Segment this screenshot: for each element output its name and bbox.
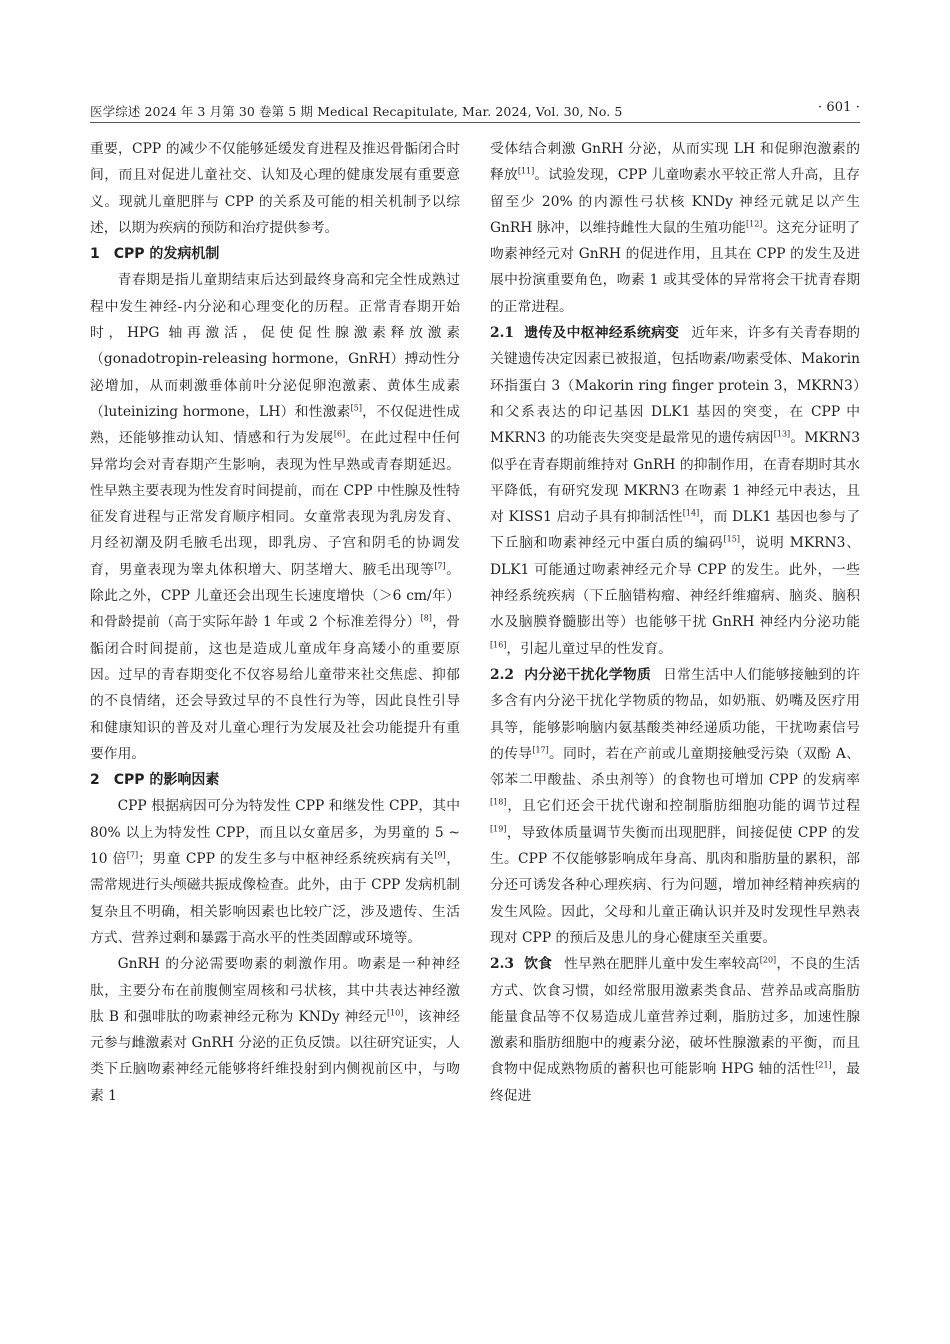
paragraph-gnrh: GnRH 的分泌需要吻素的刺激作用。吻素是一种神经肽，主要分布在前腹侧室周核和弓状核，其中共表达神经激肽 B 和强啡肽的吻素神经元称为 KNDy 神经元[10]，该神经元参与雌激素对 GnRH 分泌的正负反馈。以往研究证实，人类下丘脑吻素神经元能够将纤维投射到内侧视前区中，与吻素 1 <box>90 956 460 1104</box>
section-heading-2: 2 CPP 的影响因素 <box>90 772 220 789</box>
page-number: · 601 · <box>817 100 860 115</box>
citation[interactable]: [6] <box>333 429 346 439</box>
citation[interactable]: [16] <box>490 640 507 650</box>
citation[interactable]: [7] <box>434 561 446 571</box>
citation[interactable]: [9] <box>434 850 446 860</box>
right-column <box>490 136 860 1109</box>
citation[interactable]: [21] <box>815 1060 832 1070</box>
left-column <box>90 136 460 1109</box>
header-rule <box>90 122 860 123</box>
paragraph-puberty: 青春期是指儿童期结束后达到最终身高和完全性成熟过程中发生神经-内分泌和心理变化的历程。正常青春期开始时，HPG 轴再激活，促使促性腺激素释放激素（gonadotropin-releasing hormone，GnRH）搏动性分泌增加，从而刺激垂体前叶分泌促卵泡激素、黄体生成素（luteinizing hormone，LH）和性激素[5]，不仅促进性成熟，还能够推动认知、情感和行为发展[6]。在此过程中任何异常均会对青春期产生影响，表现为性早熟或青春期延迟。性早熟主要表现为性发育时间提前，而在 CPP 中性腺及性特征发育进程与正常发育顺序相同。女童常表现为乳房发育、月经初潮及阴毛腋毛出现，即乳房、子宫和阴毛的协调发育，男童表现为睾丸体积增大、阴茎增大、腋毛出现等[7]。除此之外，CPP 儿童还会出现生长速度增快（＞6 cm/年）和骨龄提前（高于实际年龄 1 年或 2 个标准差得分）[8]，骨骺闭合时间提前，这也是造成儿童成年身高矮小的重要原因。过早的青春期变化不仅容易给儿童带来社交焦虑、抑郁的不良情绪，还会导致过早的不良性行为等，因此良性引导和健康知识的普及对儿童心理行为发展及社会功能提升有重要作用。 <box>90 272 461 762</box>
citation[interactable]: [11] <box>517 166 535 176</box>
citation[interactable]: [7] <box>126 850 139 860</box>
section-heading-1: 1 CPP 的发病机制 <box>90 246 220 263</box>
subsection-title: 遗传及中枢神经系统病变 <box>524 325 680 342</box>
running-header <box>90 96 860 122</box>
citation[interactable]: [15] <box>723 534 740 544</box>
subsection-2-1: 2.1 遗传及中枢神经系统病变 近年来，许多有关青春期的关键遗传决定因素已被报道，包括吻素/吻素受体、Makorin 环指蛋白 3（Makorin ring finger protein 3，MKRN3）和父系表达的印记基因 DLK1 基因的突变，在 CPP 中 MKRN3 的功能丧失突变是最常见的遗传病因[13]。MKRN3 似乎在青春期前维持对 GnRH 的抑制作用，在青春期时其水平降低，有研究发现 MKRN3 在吻素 1 神经元中表达，且对 KISS1 启动子具有抑制活性[14]，而 DLK1 基因也参与了下丘脑和吻素神经元中蛋白质的编码[15]，说明 MKRN3、DLK1 可能通过吻素神经元介导 CPP 的发生。此外，一些神经系统疾病（下丘脑错构瘤、神经纤维瘤病、脑炎、脑积水及脑膜脊髓膨出等）也能够干扰 GnRH 神经内分泌功能[16]，引起儿童过早的性发育。 <box>490 325 861 657</box>
paragraph-kisspeptin: 受体结合刺激 GnRH 分泌，从而实现 LH 和促卵泡激素的释放[11]。试验发现，CPP 儿童吻素水平较正常人升高，且存留至少 20% 的内源性弓状核 KNDy 神经元就足以产生 GnRH 脉冲，以维持雌性大鼠的生殖功能[12]。这充分证明了吻素神经元对 GnRH 的促进作用，且其在 CPP 的发生及进展中扮演重要角色，吻素 1 或其受体的异常将会干扰青春期的正常进程。 <box>490 141 860 315</box>
citation[interactable]: [5] <box>350 403 362 413</box>
subsection-2-3: 2.3 饮食 性早熟在肥胖儿童中发生率较高[20]，不良的生活方式、饮食习惯，如经常服用激素类食品、营养品或高脂肪能量食品等不仅易造成儿童营养过剩，脂肪过多，加速性腺激素和脂肪细胞中的瘦素分泌，破坏性腺激素的平衡，而且食物中促成熟物质的蓄积也可能影响 HPG 轴的活性[21]，最终促进 <box>490 955 861 1104</box>
citation[interactable]: [18] <box>490 797 507 807</box>
citation[interactable]: [12] <box>745 219 763 229</box>
citation[interactable]: [14] <box>682 508 700 518</box>
citation[interactable]: [10] <box>386 1008 404 1018</box>
paragraph-intro-tail: 重要，CPP 的减少不仅能够延缓发育进程及推迟骨骺闭合时间，而且对促进儿童社交、认知及心理的健康发展有重要意义。现就儿童肥胖与 CPP 的关系及可能的相关机制予以综述，以期为疾病的预防和治疗提供参考。 <box>90 141 460 236</box>
subsection-title: 内分泌干扰化学物质 <box>524 666 652 683</box>
subsection-title: 饮食 <box>524 956 553 973</box>
citation[interactable]: [19] <box>490 824 507 834</box>
paragraph-cpp-causes: CPP 根据病因可分为特发性 CPP 和继发性 CPP，其中 80% 以上为特发性 CPP，而且以女童居多，为男童的 5 ~ 10 倍[7]；男童 CPP 的发生多与中枢神经系统疾病有关[9]，需常规进行头颅磁共振成像检查。此外，由于 CPP 发病机制复杂且不明确，相关影响因素也比较广泛，涉及遗传、生活方式、营养过剩和暴露于高水平的性类固醇或环境等。 <box>90 798 461 946</box>
subsection-2-2: 2.2 内分泌干扰化学物质 日常生活中人们能够接触到的许多含有内分泌干扰化学物质的物品，如奶瓶、奶嘴及医疗用具等，能够影响脑内氨基酸类神经递质功能，干扰吻素信号的传导[17]。同时，若在产前或儿童期接触受污染（双酚 A、邻苯二甲酸盐、杀虫剂等）的食物也可增加 CPP 的发病率[18]，且它们还会干扰代谢和控制脂肪细胞功能的调节过程[19]，导致体质量调节失衡而出现肥胖，间接促使 CPP 的发生。CPP 不仅能够影响成年身高、肌肉和脂肪量的累积，部分还可诱发各种心理疾病、行为问题，增加神经精神疾病的发生风险。因此，父母和儿童正确认识并及时发现性早熟表现对 CPP 的预后及患儿的身心健康至关重要。 <box>490 666 861 946</box>
citation[interactable]: [17] <box>532 745 549 755</box>
journal-citation: 医学综述 2024 年 3 月第 30 卷第 5 期 Medical Recapitulate, Mar. 2024, Vol. 30, No. 5 <box>90 104 623 119</box>
citation[interactable]: [13] <box>773 429 791 439</box>
citation[interactable]: [8] <box>420 613 432 623</box>
citation[interactable]: [20] <box>759 955 777 965</box>
